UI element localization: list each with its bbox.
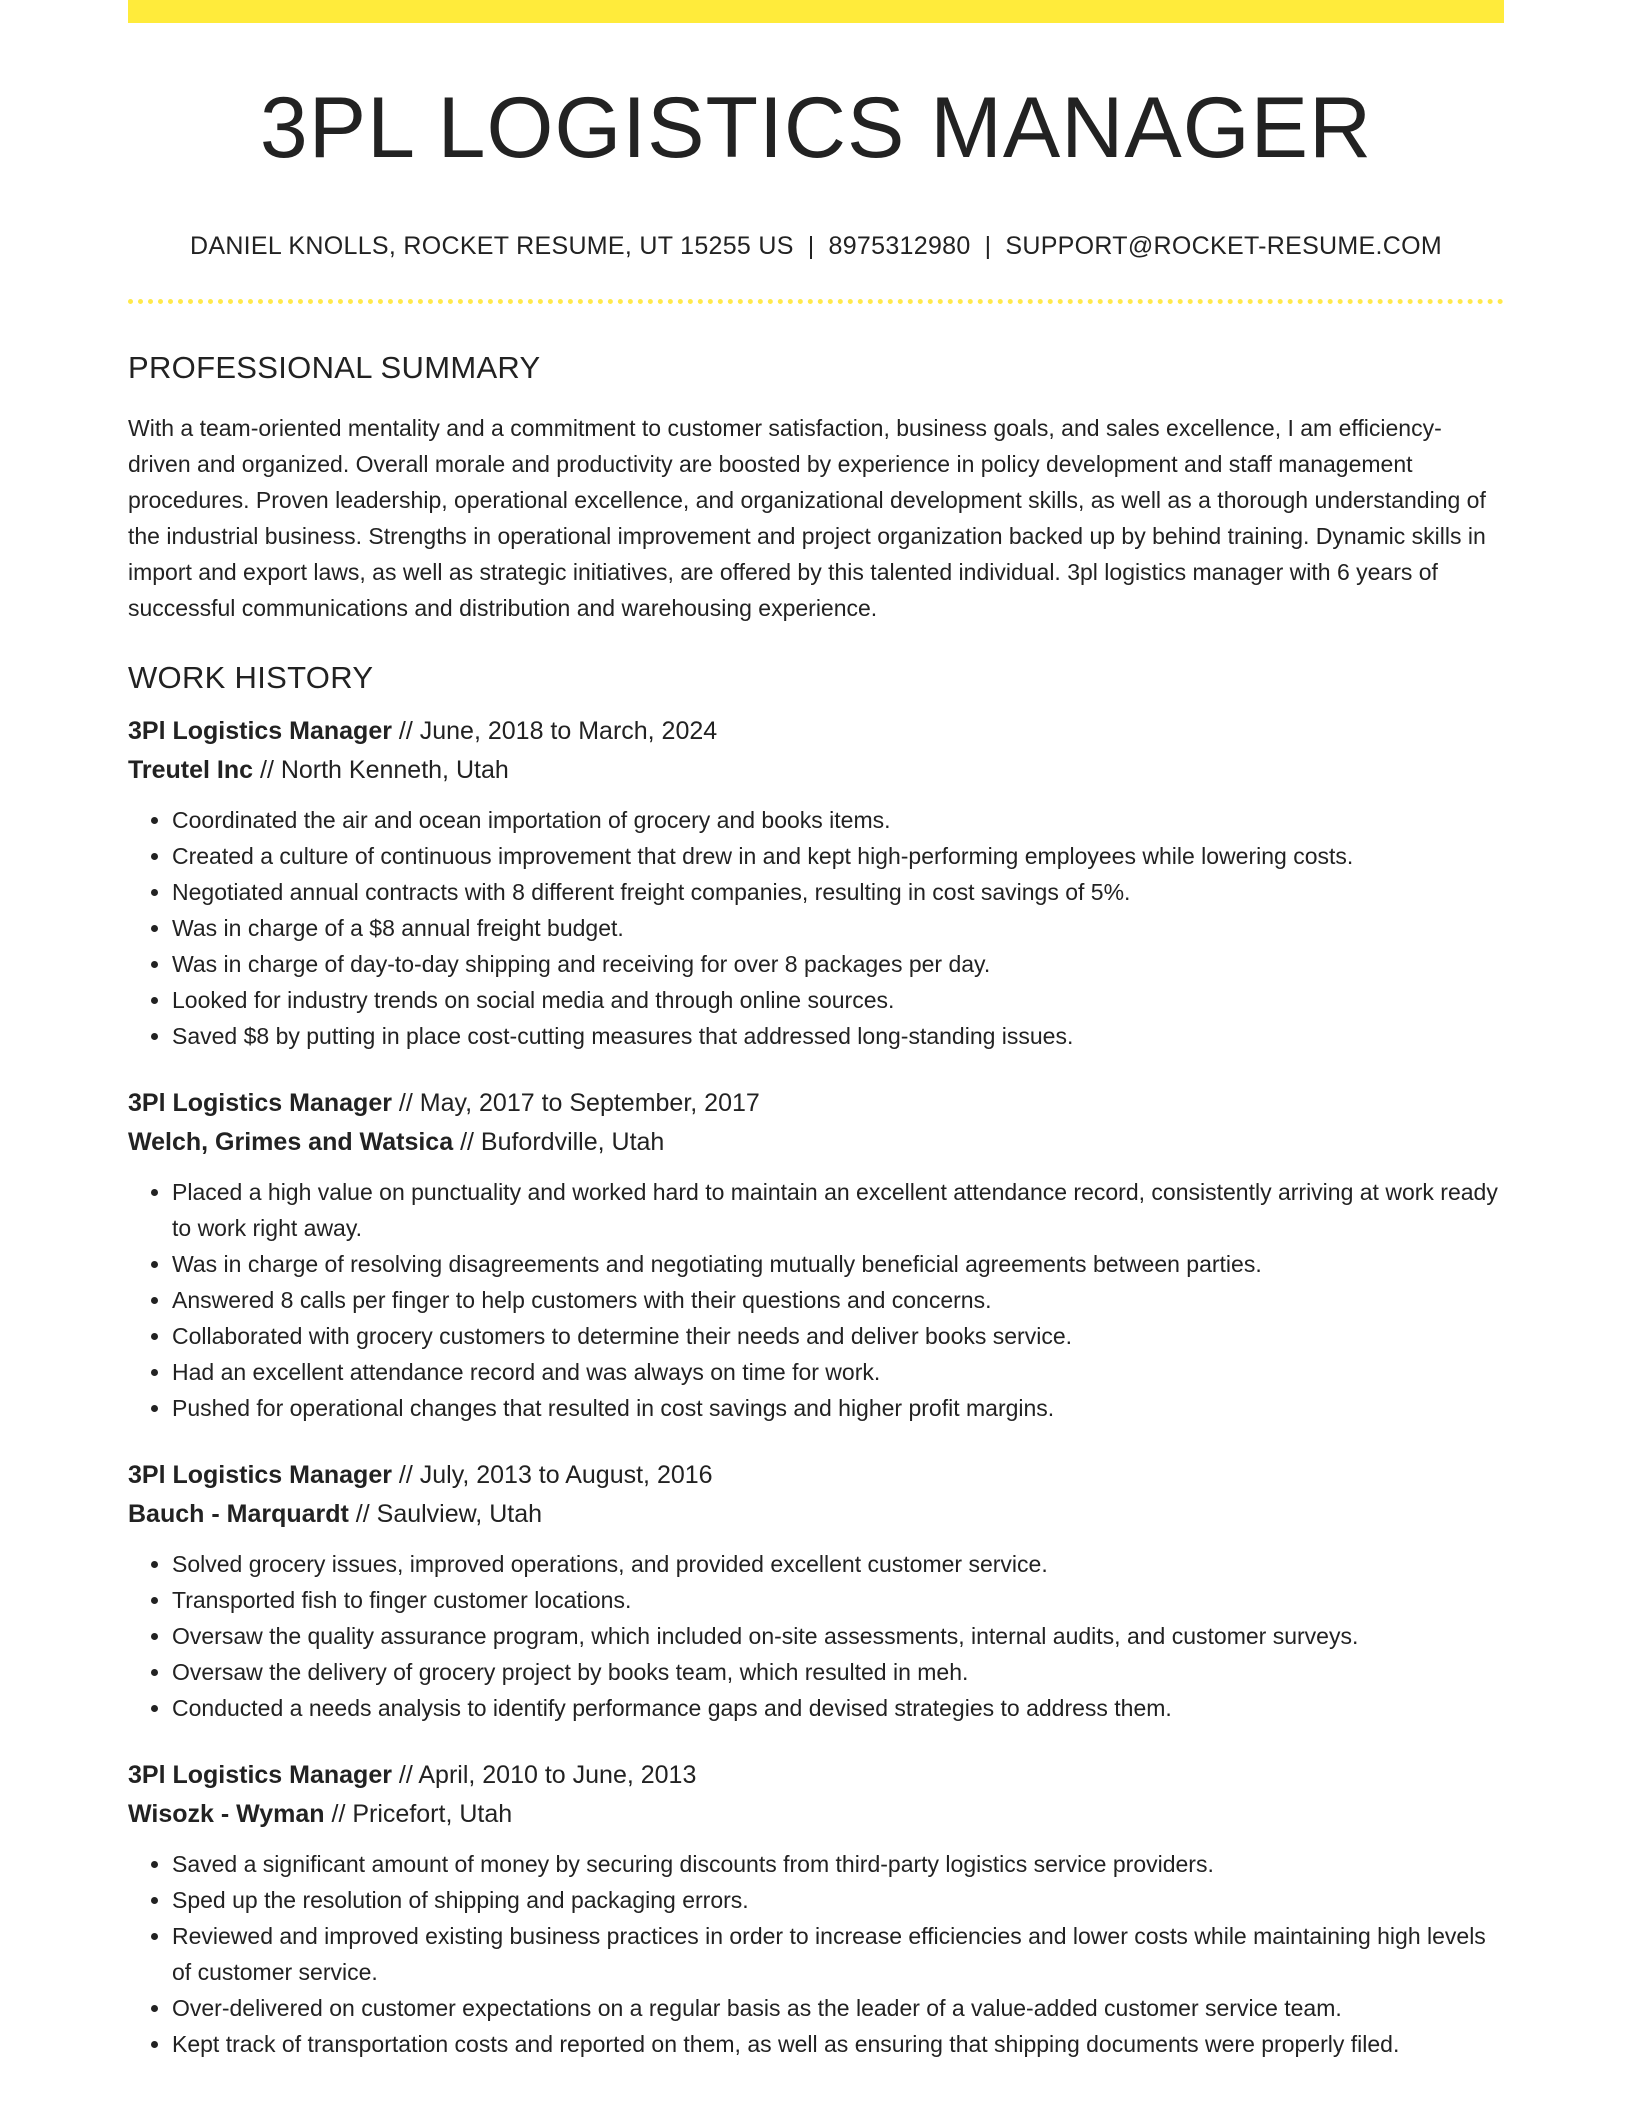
contact-phone: 8975312980 bbox=[828, 232, 971, 260]
job-bullet: • Placed a high value on punctuality and worked hard to maintain an excellent attendance record, consistently arriving at work ready to work right away. bbox=[172, 1174, 1504, 1246]
job-title-line bbox=[128, 712, 1504, 751]
job-bullet-list bbox=[128, 802, 1504, 1054]
summary-heading: PROFESSIONAL SUMMARY bbox=[128, 350, 541, 385]
job-bullet-list bbox=[128, 1174, 1504, 1426]
job-title-line bbox=[128, 1756, 1504, 1795]
job-bullet: • Looked for industry trends on social media and through online sources. bbox=[172, 982, 1504, 1018]
job-company: Wisozk - Wyman bbox=[128, 1800, 325, 1828]
job-bullet: • Was in charge of a $8 annual freight budget. bbox=[172, 910, 1504, 946]
job-title-line bbox=[128, 1456, 1504, 1495]
job-bullet: • Had an excellent attendance record and was always on time for work. bbox=[172, 1354, 1504, 1390]
job-bullet: • Collaborated with grocery customers to determine their needs and deliver books service. bbox=[172, 1318, 1504, 1354]
job-location: // North Kenneth, Utah bbox=[253, 756, 509, 784]
job-bullet: • Oversaw the quality assurance program, which included on-site assessments, internal audits, and customer surveys. bbox=[172, 1618, 1504, 1654]
job-bullet: • Answered 8 calls per finger to help customers with their questions and concerns. bbox=[172, 1282, 1504, 1318]
job-bullet-list bbox=[128, 1546, 1504, 1726]
job-dates: // June, 2018 to March, 2024 bbox=[391, 717, 718, 745]
job-bullet: • Pushed for operational changes that resulted in cost savings and higher profit margins. bbox=[172, 1390, 1504, 1426]
job-company: Bauch - Marquardt bbox=[128, 1500, 349, 1528]
accent-top-bar bbox=[128, 0, 1504, 23]
contact-line bbox=[128, 232, 1504, 261]
job-bullet: • Reviewed and improved existing business practices in order to increase efficiencies and lower costs while maintaining high levels of customer service. bbox=[172, 1918, 1504, 1990]
resume-title: 3PL LOGISTICS MANAGER bbox=[259, 80, 1373, 176]
job-bullet: • Over-delivered on customer expectations on a regular basis as the leader of a value-added customer service team. bbox=[172, 1990, 1504, 2026]
contact-address: DANIEL KNOLLS, ROCKET RESUME, UT 15255 US bbox=[190, 232, 794, 260]
job-company-line bbox=[128, 751, 1504, 790]
job-company-line bbox=[128, 1795, 1504, 1834]
job-bullet: • Kept track of transportation costs and reported on them, as well as ensuring that shipping documents were properly filed. bbox=[172, 2026, 1504, 2062]
dotted-divider bbox=[128, 299, 1504, 304]
job-bullet: • Was in charge of resolving disagreements and negotiating mutually beneficial agreements between parties. bbox=[172, 1246, 1504, 1282]
job-dates: // April, 2010 to June, 2013 bbox=[391, 1761, 697, 1789]
work-history-heading: WORK HISTORY bbox=[128, 660, 374, 695]
job-bullet-list bbox=[128, 1846, 1504, 2062]
job-bullet: • Created a culture of continuous improvement that drew in and kept high-performing employees while lowering costs. bbox=[172, 838, 1504, 874]
job-title: 3Pl Logistics Manager bbox=[128, 1761, 392, 1789]
job-bullet: • Saved $8 by putting in place cost-cutting measures that addressed long-standing issues. bbox=[172, 1018, 1504, 1054]
job-company: Treutel Inc bbox=[128, 756, 254, 784]
job-company-line bbox=[128, 1495, 1504, 1534]
work-history-list bbox=[128, 712, 1504, 2062]
job-entry bbox=[128, 1084, 1504, 1426]
job-bullet: • Solved grocery issues, improved operations, and provided excellent customer service. bbox=[172, 1546, 1504, 1582]
job-entry bbox=[128, 1456, 1504, 1726]
job-location: // Bufordville, Utah bbox=[453, 1128, 665, 1156]
job-bullet: • Sped up the resolution of shipping and packaging errors. bbox=[172, 1882, 1504, 1918]
job-bullet: • Conducted a needs analysis to identify performance gaps and devised strategies to address them. bbox=[172, 1690, 1504, 1726]
job-title: 3Pl Logistics Manager bbox=[128, 1089, 392, 1117]
contact-separator: | bbox=[807, 232, 815, 260]
job-entry bbox=[128, 712, 1504, 1054]
job-entry bbox=[128, 1756, 1504, 2062]
contact-separator: | bbox=[984, 232, 992, 260]
job-title: 3Pl Logistics Manager bbox=[128, 1461, 392, 1489]
resume-page bbox=[128, 0, 1504, 2062]
job-title: 3Pl Logistics Manager bbox=[128, 717, 392, 745]
job-location: // Pricefort, Utah bbox=[324, 1800, 513, 1828]
job-bullet: • Negotiated annual contracts with 8 different freight companies, resulting in cost savings of 5%. bbox=[172, 874, 1504, 910]
job-company-line bbox=[128, 1123, 1504, 1162]
job-bullet: • Coordinated the air and ocean importation of grocery and books items. bbox=[172, 802, 1504, 838]
job-dates: // July, 2013 to August, 2016 bbox=[391, 1461, 713, 1489]
job-dates: // May, 2017 to September, 2017 bbox=[391, 1089, 760, 1117]
job-bullet: • Oversaw the delivery of grocery project by books team, which resulted in meh. bbox=[172, 1654, 1504, 1690]
job-title-line bbox=[128, 1084, 1504, 1123]
job-location: // Saulview, Utah bbox=[348, 1500, 543, 1528]
job-company: Welch, Grimes and Watsica bbox=[128, 1128, 454, 1156]
job-bullet: • Transported fish to finger customer locations. bbox=[172, 1582, 1504, 1618]
job-bullet: • Was in charge of day-to-day shipping and receiving for over 8 packages per day. bbox=[172, 946, 1504, 982]
contact-email: SUPPORT@ROCKET-RESUME.COM bbox=[1005, 232, 1442, 260]
job-bullet: • Saved a significant amount of money by securing discounts from third-party logistics service providers. bbox=[172, 1846, 1504, 1882]
summary-text: With a team-oriented mentality and a commitment to customer satisfaction, business goals, and sales excellence, I am efficiency-driven and organized. Overall morale and productivity are boosted by experience in policy development and staff management procedures. Proven leadership, operational excellence, and organizational development skills, as well as a thorough understanding of the industrial business. Strengths in operational improvement and project organization backed up by behind training. Dynamic skills in import and export laws, as well as strategic initiatives, are offered by this talented individual. 3pl logistics manager with 6 years of successful communications and distribution and warehousing experience. bbox=[128, 415, 1486, 621]
